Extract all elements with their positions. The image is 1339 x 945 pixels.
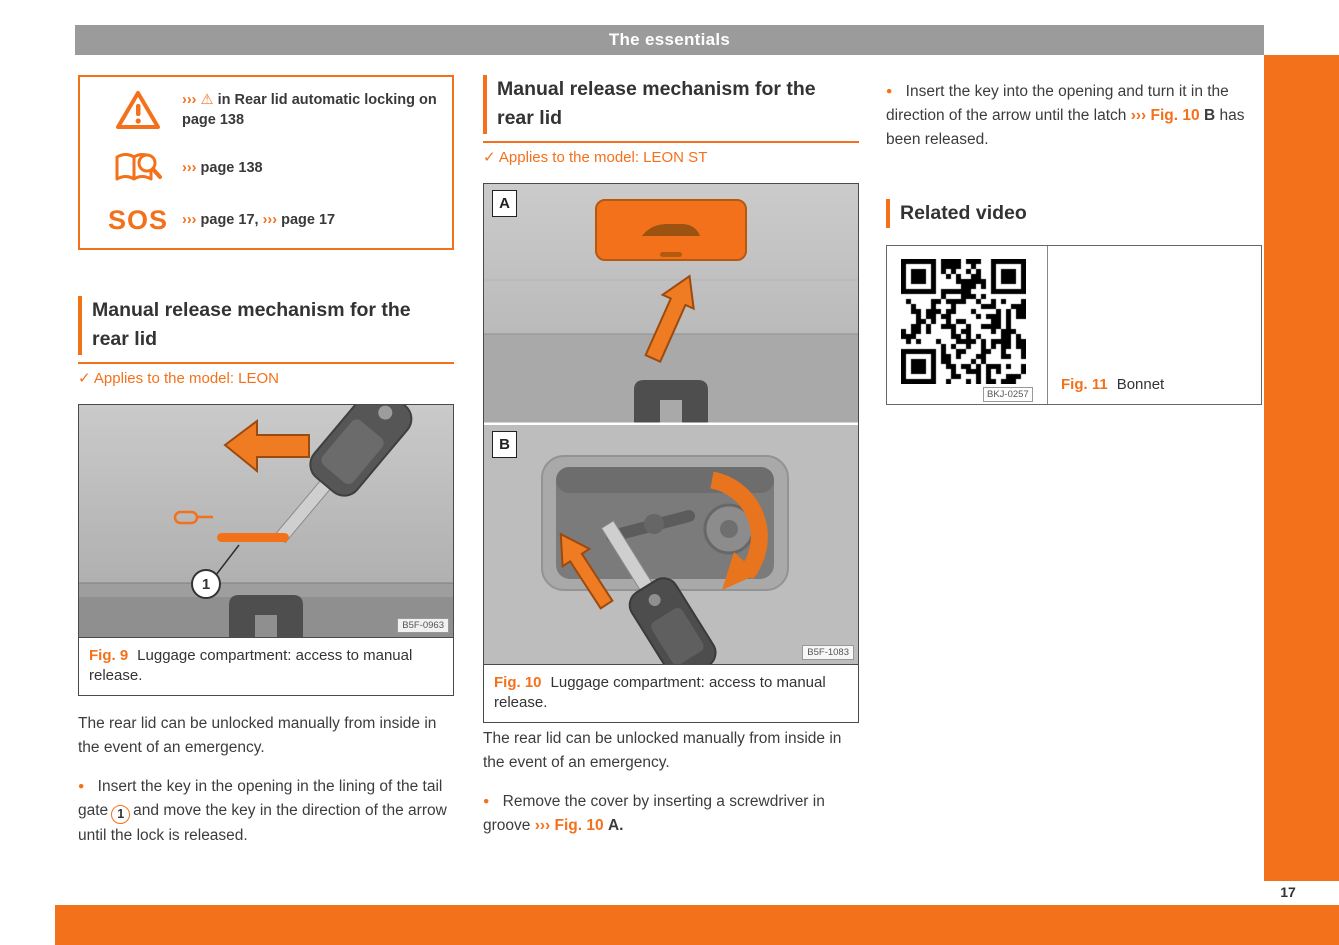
section-heading-leon: Manual release mechanism for the rear lid [78,296,454,355]
section-related-video [886,199,1262,228]
figure-9-illustration [79,405,453,637]
figure-9-code: B5F-0963 [397,618,449,633]
bullet-col3: ● Insert the key into the opening and turn it in the direction of the arrow until the latch ››› Fig. 10 B has been released. [886,80,1262,152]
ref-row-book-text: ››› page 138 [182,159,263,176]
figure-9-image [79,405,453,637]
figure-10-caption: Fig. 10 Luggage compartment: access to manual release. [484,664,858,722]
ref-row-sos [94,205,438,236]
paragraph-col2: The rear lid can be unlocked manually from inside in the event of an emergency. [483,730,842,772]
check-icon: ✓ [483,149,496,166]
inline-callout-1: 1 [111,805,130,824]
heading-rule [483,141,859,143]
video-box-divider [1047,246,1048,404]
section-col1 [78,296,454,364]
page-number: 17 [1280,884,1296,900]
figure-11-caption: Fig. 11 Bonnet [1061,376,1165,393]
sos-icon: SOS [107,205,169,235]
ref-row-sos-text: ››› page 17, ››› page 17 [182,212,336,229]
qr-code [901,259,1026,384]
panel-label-b: B [492,431,517,458]
page-header-title: The essentials [608,30,731,49]
section-col2 [483,75,859,143]
figure-10-illustration [484,184,858,664]
related-video-box [886,245,1262,405]
page-header [75,25,1264,55]
figure-9-caption: Fig. 9 Luggage compartment: access to manual release. [79,637,453,695]
figure-10 [483,183,859,723]
ref-row-warning-text: ››› ⚠ in Rear lid automatic locking on page 138 [182,91,437,128]
callout-1: 1 [191,569,221,599]
fig-10-reference: Fig. 10 [1150,107,1200,125]
heading-rule [78,362,454,364]
ref-row-warning [94,89,438,131]
book-search-icon [94,150,182,186]
applies-line-leon: ✓ Applies to the model: LEON [78,370,280,387]
related-video-heading: Related video [886,199,1262,228]
panel-label-a: A [492,190,517,217]
fig-10-reference: Fig. 10 [554,817,604,835]
ref-row-book [94,150,438,186]
right-accent-bar [1264,55,1339,881]
figure-10-image [484,184,858,664]
figure-9 [78,404,454,696]
applies-line-leon-st: ✓ Applies to the model: LEON ST [483,149,708,166]
check-icon: ✓ [78,370,91,387]
qr-code-label: BKJ-0257 [983,387,1033,402]
warning-triangle-icon [94,89,182,131]
bullet-col2: ● Remove the cover by inserting a screwdriver in groove ››› Fig. 10 A. [483,790,859,838]
bullet-col1: ● Insert the key in the opening in the lining of the tail gate 1 and move the key in the direction of the arrow until the lock is released. [78,775,454,848]
section-heading-leon-st: Manual release mechanism for the rear lid [483,75,859,134]
cross-reference-box [78,75,454,250]
bottom-accent-bar [55,905,1339,945]
figure-10-code: B5F-1083 [802,645,854,660]
paragraph-col1: The rear lid can be unlocked manually from inside in the event of an emergency. [78,715,437,757]
inline-warning-icon: ⚠ [200,91,214,108]
